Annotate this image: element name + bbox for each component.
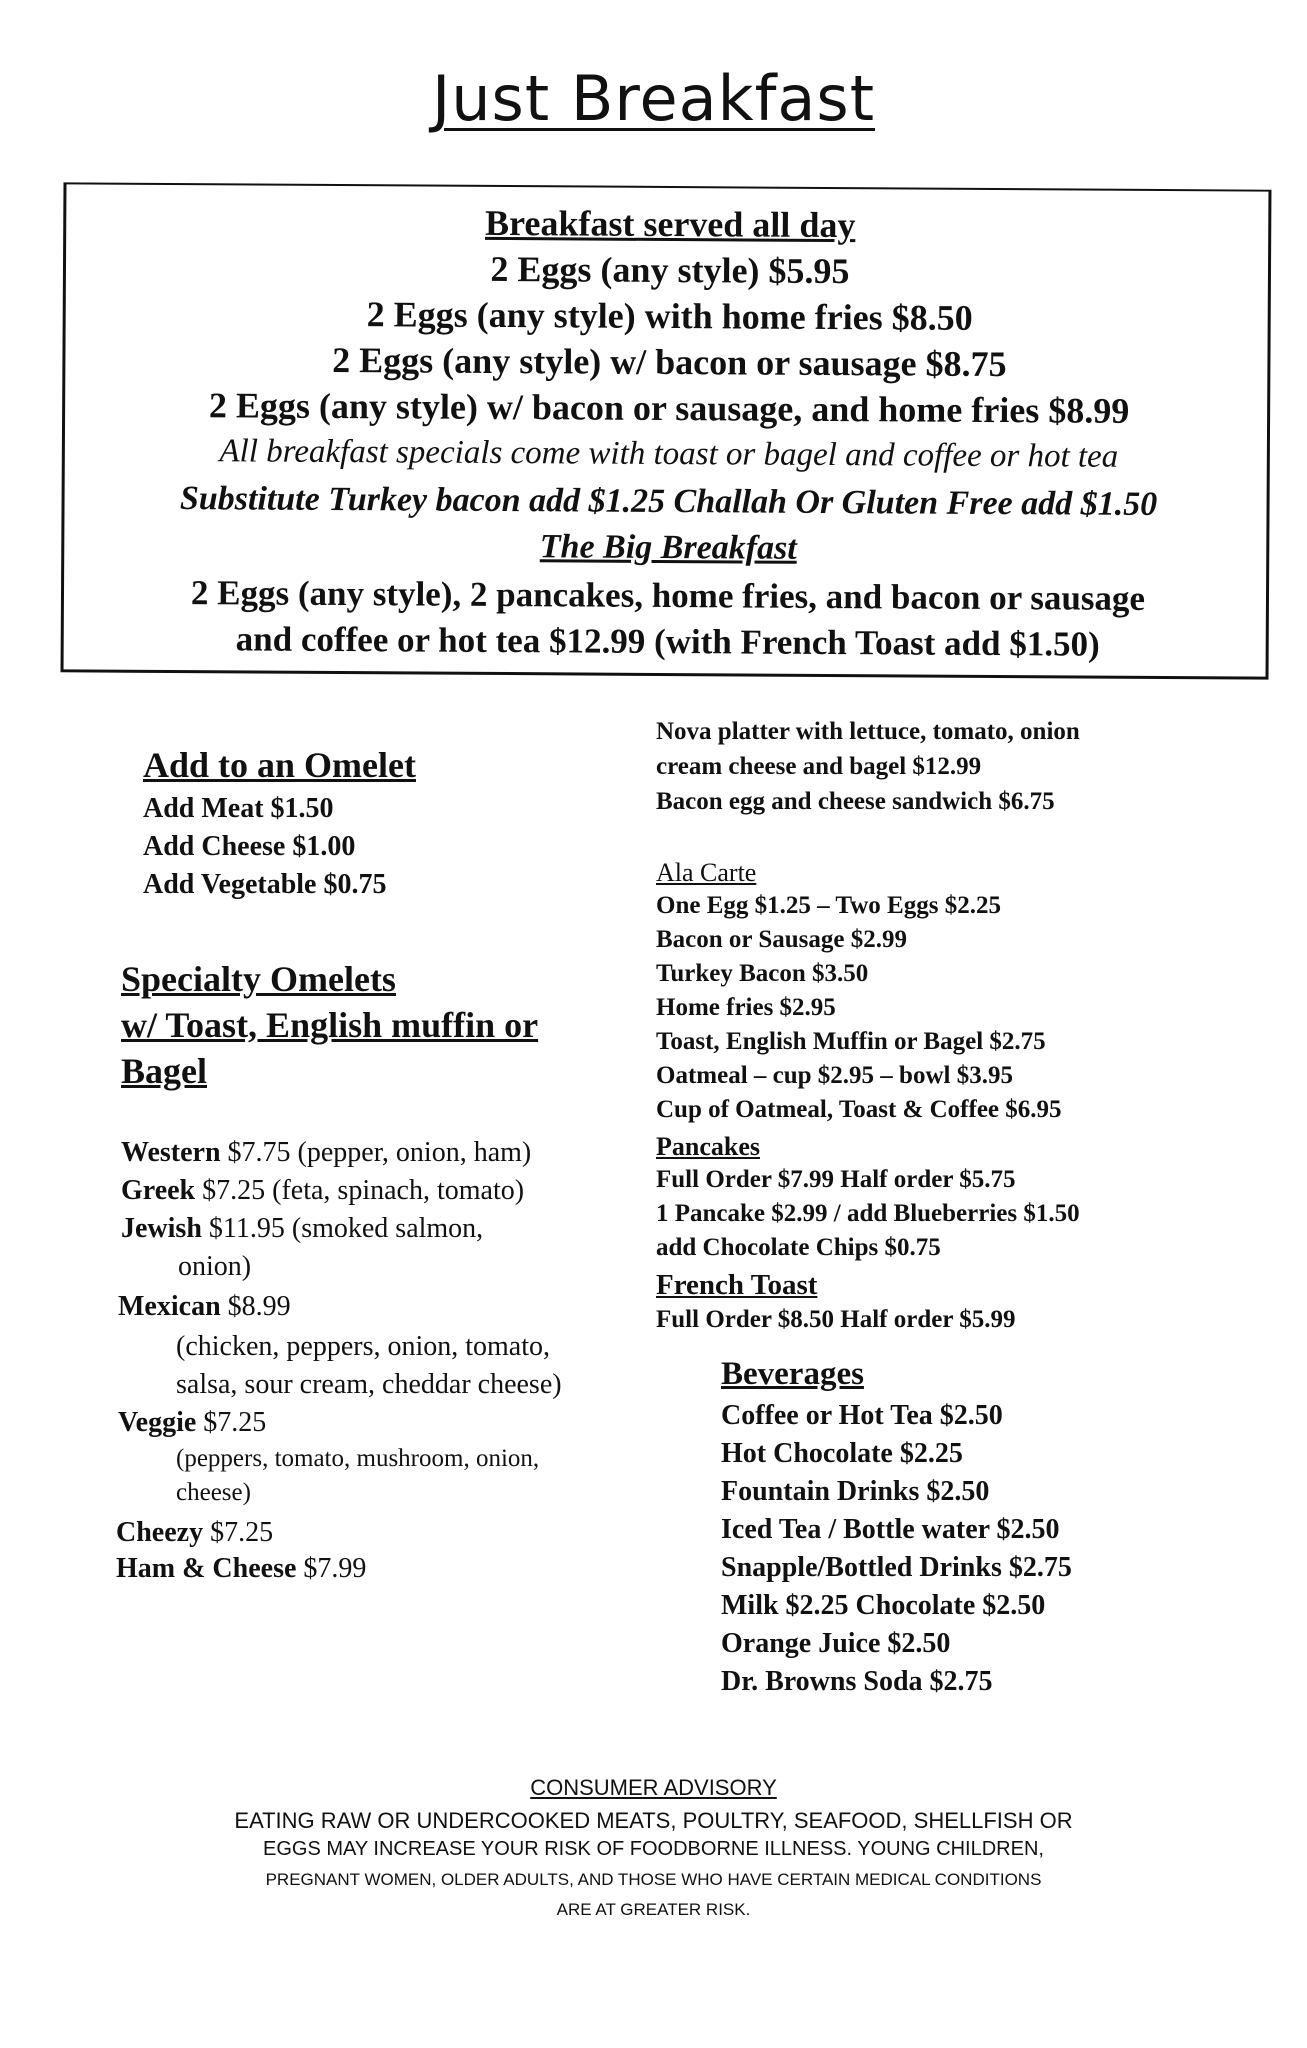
breakfast-specials-box <box>61 182 1272 679</box>
omelet-item-jewish <box>121 1212 483 1246</box>
special-item: 2 Eggs (any style) w/ bacon or sausage, and home fries $8.99 <box>208 385 1130 431</box>
omelet-item-mexican <box>118 1290 291 1324</box>
omelet-name: Ham & Cheese <box>116 1553 297 1584</box>
specials-heading: Breakfast served all day <box>484 202 856 246</box>
advisory-text: EGGS MAY INCREASE YOUR RISK OF FOODBORNE ILLNESS. YOUNG CHILDREN, <box>263 1838 1044 1860</box>
special-item: 2 Eggs (any style) w/ bacon or sausage $8.75 <box>332 339 1007 385</box>
nova-platter-line: cream cheese and bagel $12.99 <box>656 753 982 780</box>
omelet-name: Western <box>121 1137 221 1168</box>
beverage-item: Milk $2.25 Chocolate $2.50 <box>721 1590 1046 1621</box>
specials-note: All breakfast specials come with toast or bagel and coffee or hot tea <box>219 433 1119 475</box>
ala-carte-item: Oatmeal – cup $2.95 – bowl $3.95 <box>656 1062 1013 1089</box>
omelet-price: $11.95 <box>208 1213 285 1244</box>
add-omelet-item: Add Cheese $1.00 <box>143 831 356 862</box>
omelet-price: $7.25 <box>203 1407 267 1438</box>
omelet-desc: (pepper, onion, ham) <box>297 1137 532 1168</box>
ala-carte-item: Cup of Oatmeal, Toast & Coffee $6.95 <box>656 1096 1062 1123</box>
pancakes-item: Full Order $7.99 Half order $5.75 <box>656 1166 1016 1193</box>
beverage-item: Orange Juice $2.50 <box>721 1628 951 1659</box>
add-omelet-item: Add Meat $1.50 <box>143 793 334 824</box>
advisory-text: ARE AT GREATER RISK. <box>556 1900 751 1919</box>
add-omelet-item: Add Vegetable $0.75 <box>143 869 387 900</box>
pancakes-item: add Chocolate Chips $0.75 <box>656 1234 941 1261</box>
omelet-desc: (feta, spinach, tomato) <box>272 1175 525 1206</box>
omelet-desc: (smoked salmon, <box>291 1213 484 1244</box>
add-omelet-heading: Add to an Omelet <box>143 745 416 785</box>
omelet-price: $7.25 <box>210 1517 274 1548</box>
advisory-text: PREGNANT WOMEN, OLDER ADULTS, AND THOSE WHO HAVE CERTAIN MEDICAL CONDITIONS <box>265 1870 1042 1889</box>
ala-carte-item: Toast, English Muffin or Bagel $2.75 <box>656 1028 1046 1055</box>
omelet-price: $7.25 <box>202 1175 266 1206</box>
omelet-desc: salsa, sour cream, cheddar cheese) <box>176 1369 562 1400</box>
beverage-item: Hot Chocolate $2.25 <box>721 1438 963 1469</box>
sandwich-line: Bacon egg and cheese sandwich $6.75 <box>656 788 1055 815</box>
omelet-desc: (peppers, tomato, mushroom, onion, <box>176 1445 540 1472</box>
omelet-name: Greek <box>121 1175 196 1206</box>
special-item: 2 Eggs (any style) with home fries $8.50 <box>366 294 973 338</box>
ala-carte-item: Home fries $2.95 <box>656 994 836 1021</box>
pancakes-heading: Pancakes <box>656 1132 760 1161</box>
ala-carte-item: Bacon or Sausage $2.99 <box>656 926 907 953</box>
beverage-item: Dr. Browns Soda $2.75 <box>721 1666 993 1697</box>
omelet-price: $7.75 <box>227 1137 291 1168</box>
specialty-omelets-subheading: w/ Toast, English muffin or <box>121 1005 539 1045</box>
nova-platter-line: Nova platter with lettuce, tomato, onion <box>656 718 1080 745</box>
omelet-price: $7.99 <box>303 1553 367 1584</box>
omelet-item-western <box>121 1136 531 1170</box>
french-toast-heading: French Toast <box>656 1269 818 1301</box>
omelet-name: Veggie <box>118 1407 197 1438</box>
omelet-desc: cheese) <box>176 1479 251 1506</box>
specials-substitute: Substitute Turkey bacon add $1.25 Challah Or Gluten Free add $1.50 <box>179 480 1158 524</box>
beverages-heading: Beverages <box>721 1356 864 1392</box>
omelet-item-veggie <box>118 1406 266 1440</box>
specialty-omelets-subheading: Bagel <box>121 1051 207 1091</box>
ala-carte-heading: Ala Carte <box>656 858 757 887</box>
ala-carte-item: Turkey Bacon $3.50 <box>656 960 869 987</box>
omelet-desc-continued: onion) <box>178 1251 252 1282</box>
omelet-item-cheezy <box>116 1516 273 1550</box>
beverage-item: Fountain Drinks $2.50 <box>721 1476 990 1507</box>
omelet-item-ham-cheese <box>116 1552 366 1586</box>
omelet-price: $8.99 <box>227 1291 291 1322</box>
french-toast-item: Full Order $8.50 Half order $5.99 <box>656 1306 1016 1333</box>
big-breakfast-line: 2 Eggs (any style), 2 pancakes, home fries, and bacon or sausage <box>190 573 1146 618</box>
advisory-heading: CONSUMER ADVISORY <box>530 1775 777 1800</box>
omelet-desc: (chicken, peppers, onion, tomato, <box>176 1331 551 1362</box>
menu-title <box>0 62 1307 135</box>
big-breakfast-line: and coffee or hot tea $12.99 (with French Toast add $1.50) <box>235 619 1100 664</box>
omelet-name: Cheezy <box>116 1517 204 1548</box>
ala-carte-item: One Egg $1.25 – Two Eggs $2.25 <box>656 892 1001 919</box>
special-item: 2 Eggs (any style) $5.95 <box>490 248 850 292</box>
beverage-item: Iced Tea / Bottle water $2.50 <box>721 1514 1060 1545</box>
menu-title-text: Just Breakfast <box>431 62 876 135</box>
pancakes-item: 1 Pancake $2.99 / add Blueberries $1.50 <box>656 1200 1080 1227</box>
omelet-item-greek <box>121 1174 524 1208</box>
omelet-name: Jewish <box>121 1213 202 1244</box>
omelet-name: Mexican <box>118 1291 221 1322</box>
big-breakfast-heading: The Big Breakfast <box>539 528 797 567</box>
specialty-omelets-heading: Specialty Omelets <box>121 959 396 999</box>
advisory-text: EATING RAW OR UNDERCOOKED MEATS, POULTRY, SEAFOOD, SHELLFISH OR <box>234 1808 1073 1833</box>
beverage-item: Coffee or Hot Tea $2.50 <box>721 1400 1003 1431</box>
beverage-item: Snapple/Bottled Drinks $2.75 <box>721 1552 1072 1583</box>
